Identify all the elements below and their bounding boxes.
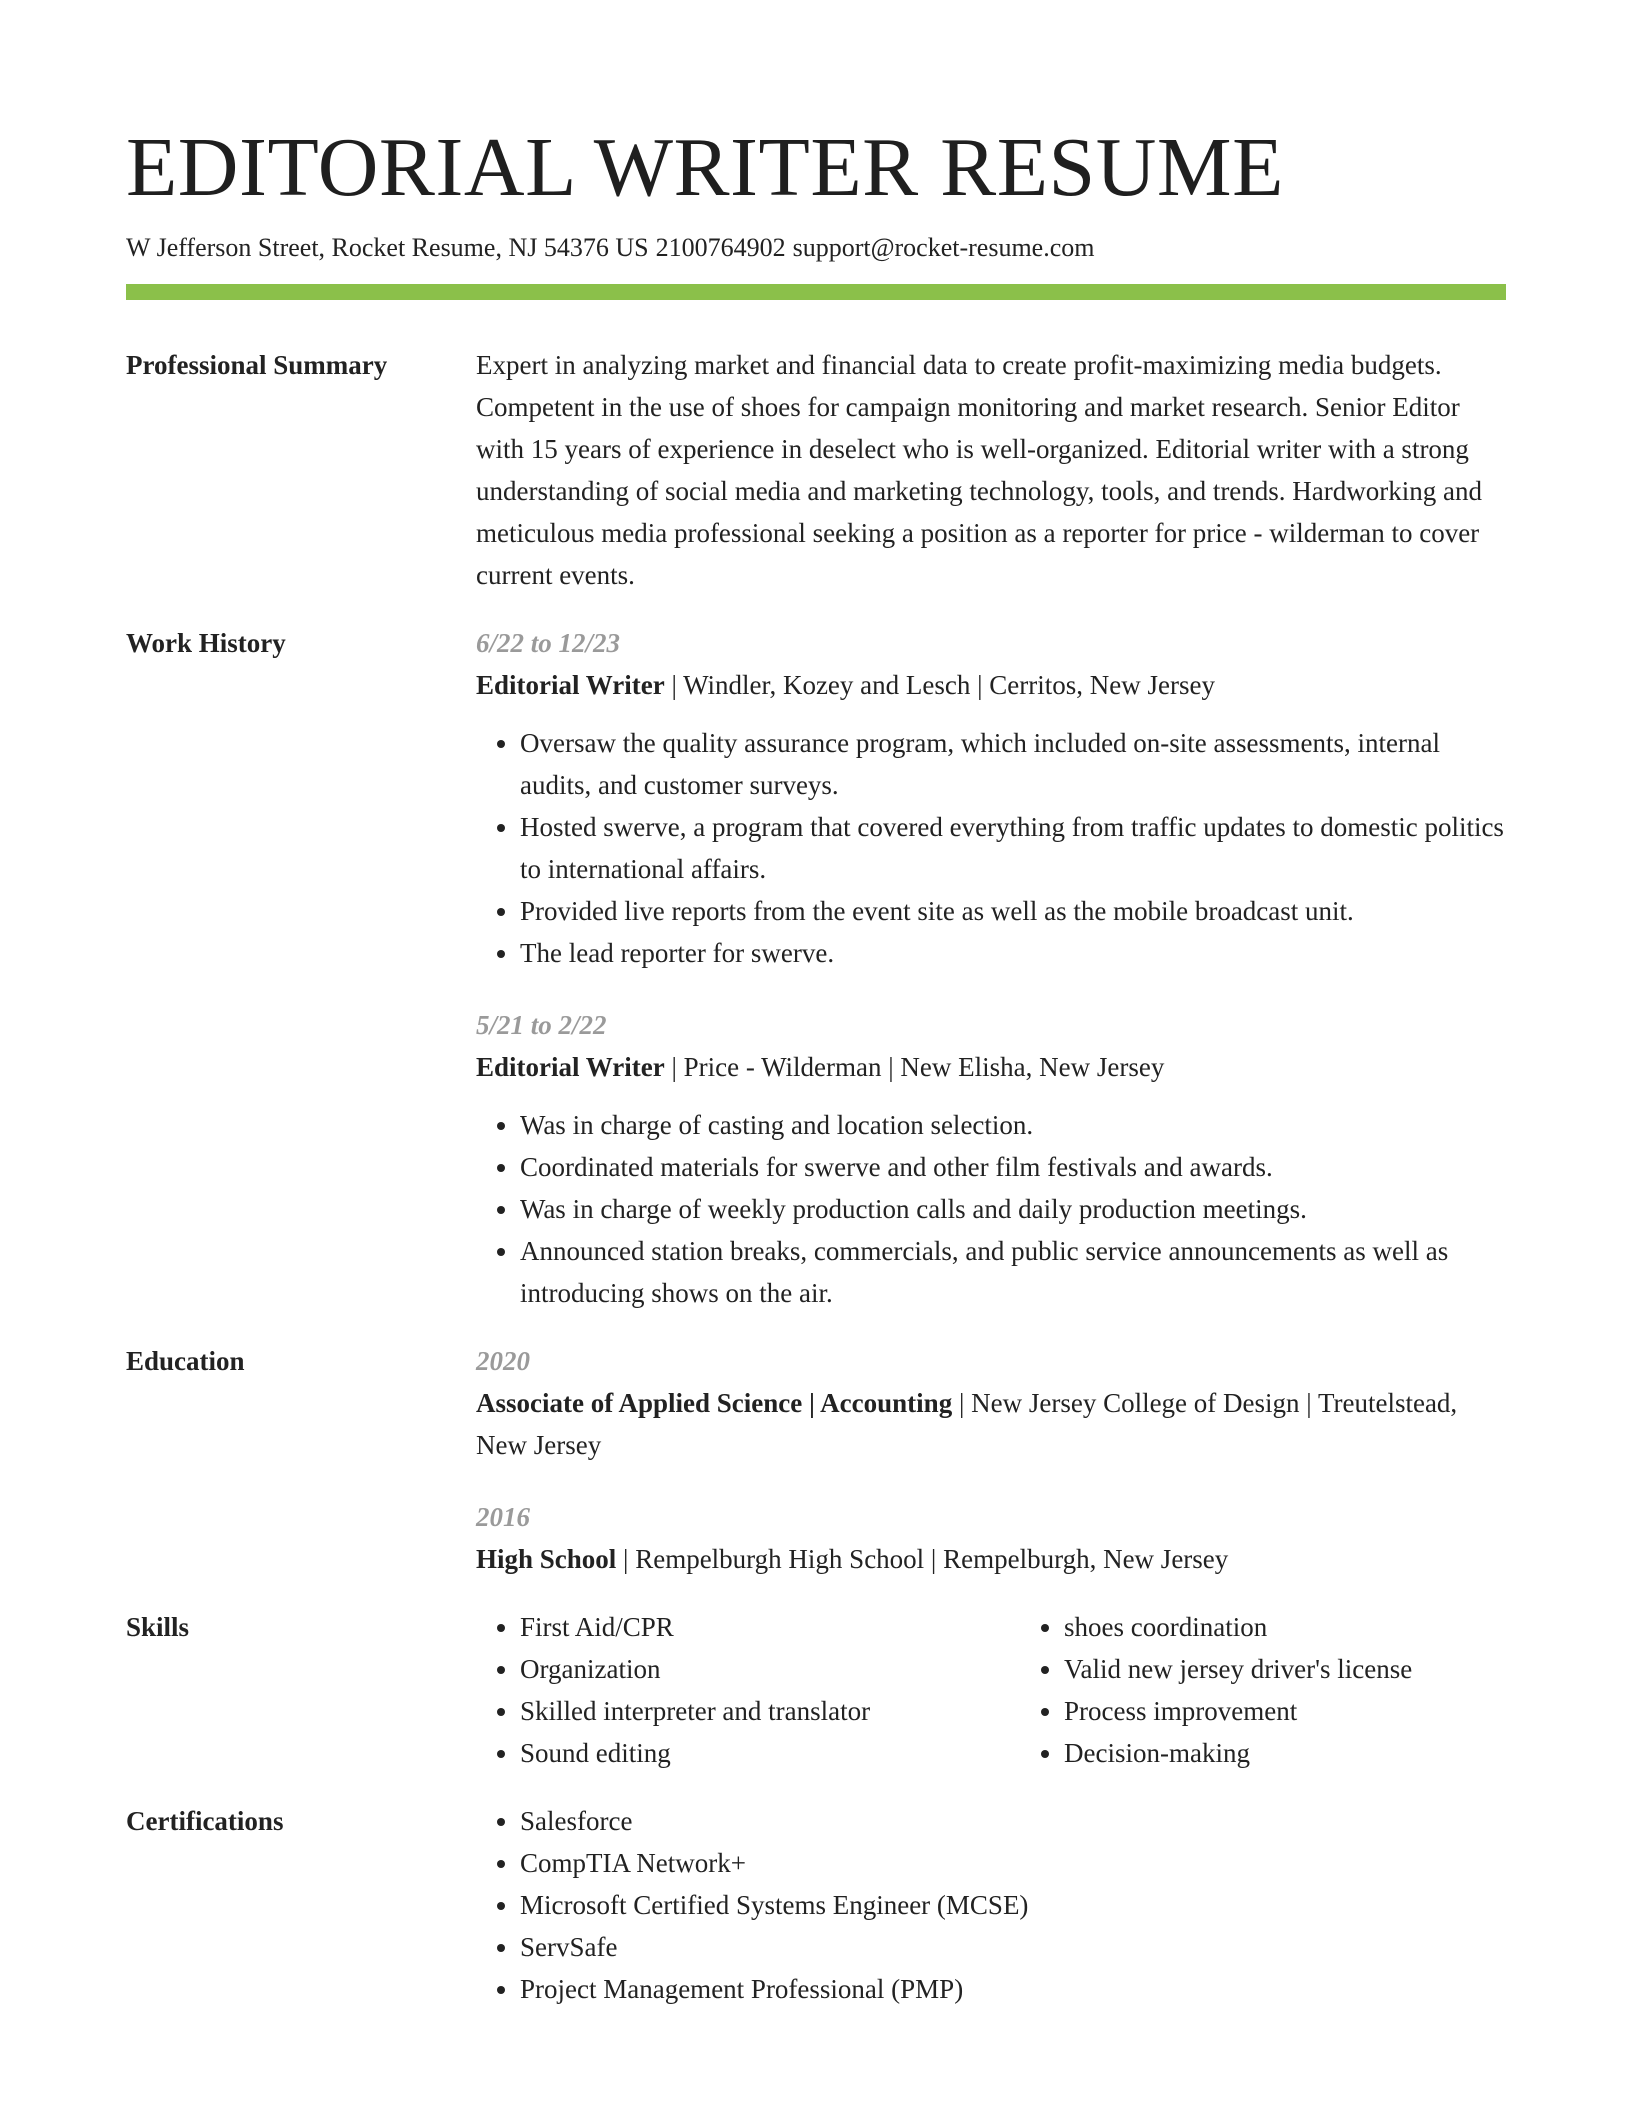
education-entry-line <box>476 1382 1506 1466</box>
skills-body <box>476 1606 1564 1774</box>
certifications-list <box>476 1800 1506 2010</box>
work-entry-date: 6/22 to 12/23 <box>476 628 621 658</box>
summary-section <box>126 344 1506 596</box>
education-entry-date: 2016 <box>476 1502 530 1532</box>
work-entry-bullets <box>476 1104 1506 1314</box>
education-entry-line <box>476 1538 1506 1580</box>
work-entry-role: Editorial Writer <box>476 670 665 700</box>
certifications-body <box>476 1800 1506 2010</box>
work-history-section <box>126 622 1506 1314</box>
education-entry-date: 2020 <box>476 1346 530 1376</box>
skills-column-right <box>1020 1606 1564 1774</box>
skill-item: • Decision-making <box>1064 1732 1564 1774</box>
work-bullet: • Was in charge of weekly production calls and daily production meetings. <box>520 1188 1506 1230</box>
work-bullet: • Oversaw the quality assurance program, which included on-site assessments, internal audits, and customer surveys. <box>520 722 1506 806</box>
certification-item: • Microsoft Certified Systems Engineer (MCSE) <box>520 1884 1506 1926</box>
skill-item: • Sound editing <box>520 1732 1020 1774</box>
work-history-body <box>476 622 1506 1314</box>
skill-item: • shoes coordination <box>1064 1606 1564 1648</box>
education-entry-details: | New Jersey College of Design | Treutelstead, New Jersey <box>476 1388 1458 1460</box>
contact-phone: 2100764902 <box>655 233 786 262</box>
education-label: Education <box>126 1346 245 1376</box>
work-entry-date: 5/21 to 2/22 <box>476 1010 607 1040</box>
work-bullet: • Announced station breaks, commercials, and public service announcements as well as introducing shows on the air. <box>520 1230 1506 1314</box>
work-entry <box>476 1004 1506 1314</box>
education-entry-degree: High School <box>476 1544 617 1574</box>
work-entry-role: Editorial Writer <box>476 1052 665 1082</box>
education-entry <box>476 1496 1506 1580</box>
work-entry-details: | Price - Wilderman | New Elisha, New Jersey <box>664 1052 1165 1082</box>
education-entry-details: | Rempelburgh High School | Rempelburgh, New Jersey <box>616 1544 1229 1574</box>
work-bullet: • Hosted swerve, a program that covered everything from traffic updates to domestic politics to international affairs. <box>520 806 1506 890</box>
skills-label: Skills <box>126 1612 190 1642</box>
skills-column-left <box>476 1606 1020 1774</box>
skill-item: • Skilled interpreter and translator <box>520 1690 1020 1732</box>
resume-title: EDITORIAL WRITER RESUME <box>126 121 1284 214</box>
certifications-label: Certifications <box>126 1806 284 1836</box>
work-bullet: • Provided live reports from the event site as well as the mobile broadcast unit. <box>520 890 1506 932</box>
contact-email: support@rocket-resume.com <box>792 233 1095 262</box>
certifications-section <box>126 1800 1506 2010</box>
certification-item: • Project Management Professional (PMP) <box>520 1968 1506 2010</box>
summary-body <box>476 344 1506 596</box>
education-body <box>476 1340 1506 1580</box>
education-section <box>126 1340 1506 1580</box>
work-bullet: • Coordinated materials for swerve and other film festivals and awards. <box>520 1146 1506 1188</box>
work-entry-role-line <box>476 664 1506 706</box>
work-bullet: • Was in charge of casting and location selection. <box>520 1104 1506 1146</box>
work-bullet: • The lead reporter for swerve. <box>520 932 1506 974</box>
contact-line <box>126 230 1506 266</box>
skill-item: • Valid new jersey driver's license <box>1064 1648 1564 1690</box>
work-entry-role-line <box>476 1046 1506 1088</box>
skill-item: • Process improvement <box>1064 1690 1564 1732</box>
summary-text: Expert in analyzing market and financial data to create profit-maximizing media budgets. Competent in the use of shoes for campaign monitoring and market research. Senior Editor with 15 years of experience in deselect who is well-organized. Editorial writer with a strong understanding of social media and marketing technology, tools, and trends. Hardworking and meticulous media professional seeking a position as a reporter for price - wilderman to cover current events. <box>476 350 1483 590</box>
certification-item: • ServSafe <box>520 1926 1506 1968</box>
work-entry <box>476 622 1506 974</box>
header-divider <box>126 284 1506 300</box>
summary-label: Professional Summary <box>126 350 388 380</box>
skills-section <box>126 1606 1506 1774</box>
skill-item: • First Aid/CPR <box>520 1606 1020 1648</box>
certification-item: • CompTIA Network+ <box>520 1842 1506 1884</box>
work-entry-details: | Windler, Kozey and Lesch | Cerritos, New Jersey <box>664 670 1215 700</box>
skills-grid <box>476 1606 1564 1774</box>
work-history-label: Work History <box>126 628 286 658</box>
certification-item: • Salesforce <box>520 1800 1506 1842</box>
work-entry-bullets <box>476 722 1506 974</box>
education-entry <box>476 1340 1506 1466</box>
contact-address: W Jefferson Street, Rocket Resume, NJ 54376 US <box>126 233 649 262</box>
skill-item: • Organization <box>520 1648 1020 1690</box>
education-entry-degree: Associate of Applied Science | Accounting <box>476 1388 953 1418</box>
